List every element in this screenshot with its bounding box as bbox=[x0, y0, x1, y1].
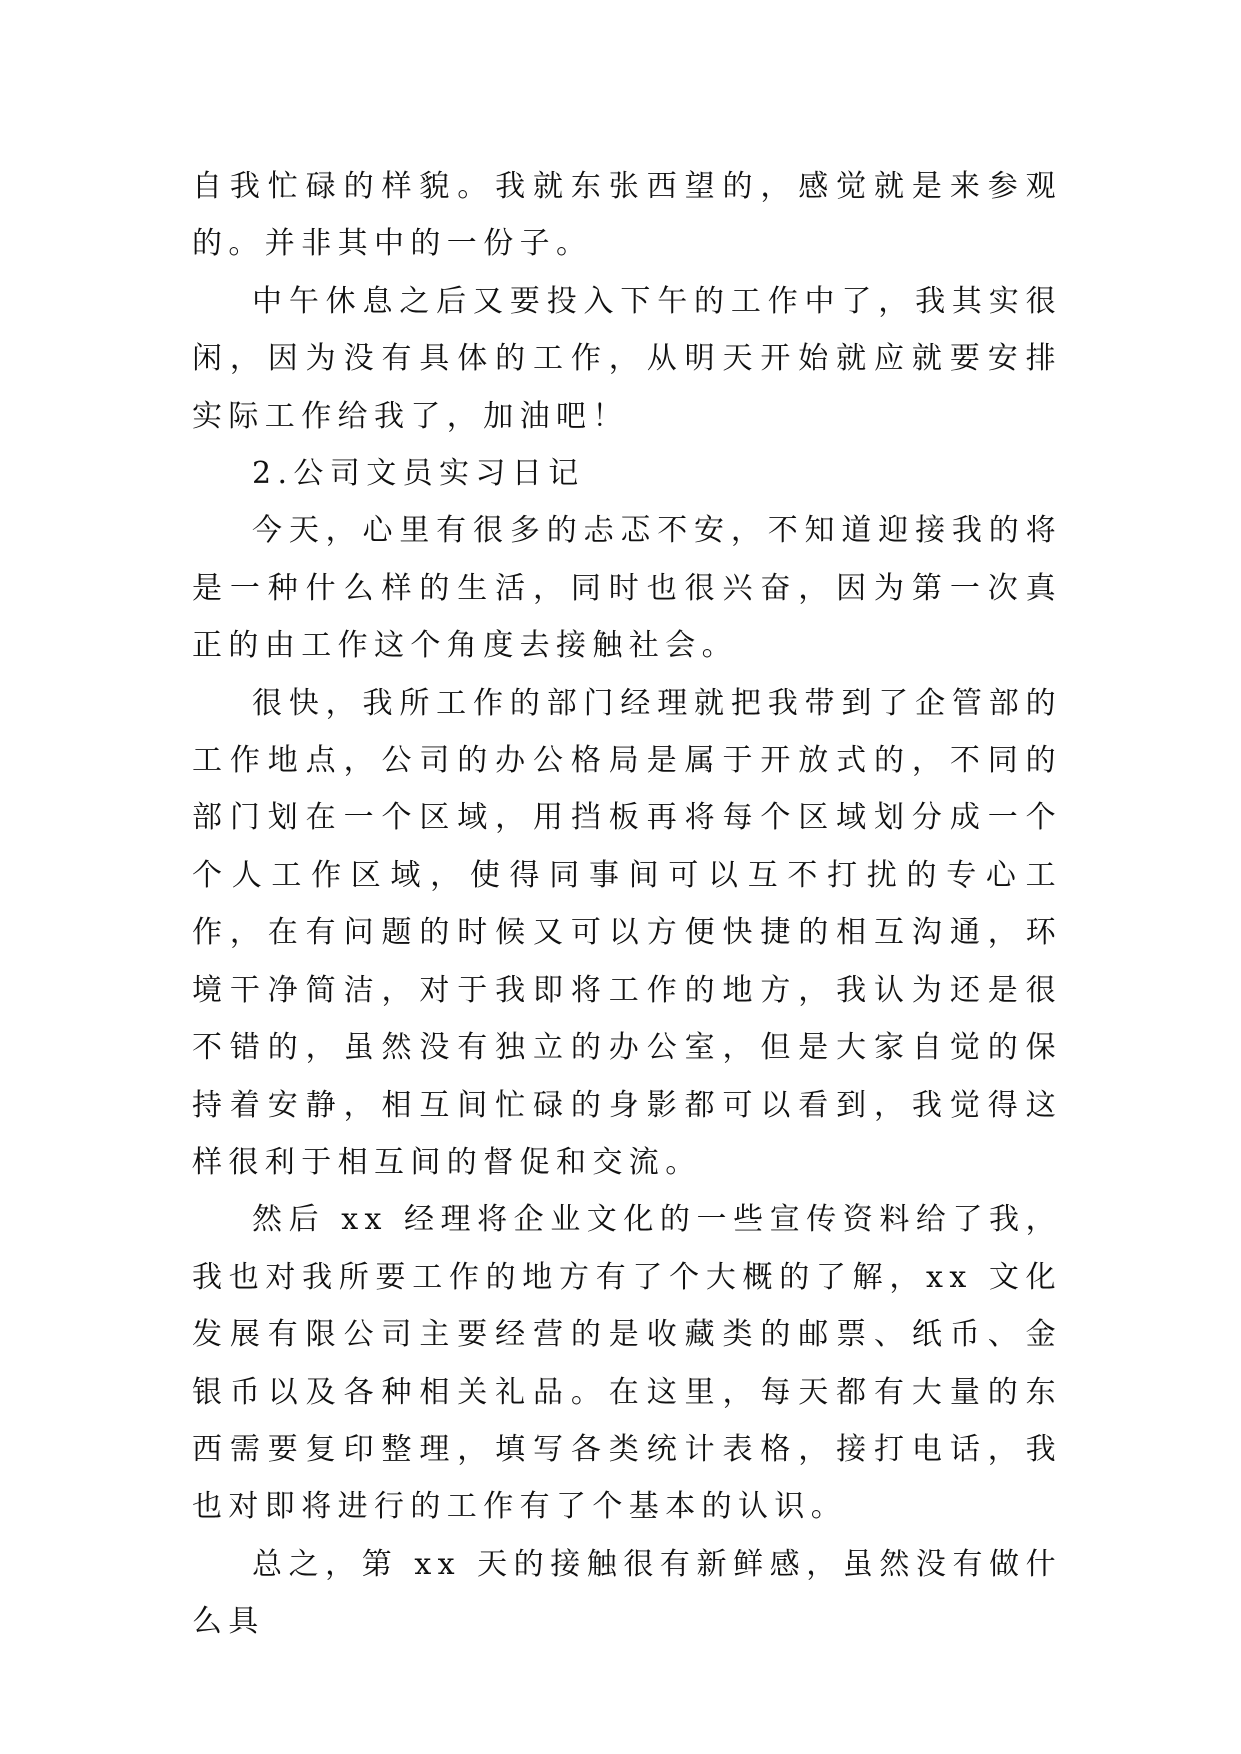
section-heading: 2.公司文员实习日记 bbox=[252, 456, 585, 492]
document-body bbox=[192, 158, 1062, 1651]
paragraph-continuation: 自我忙碌的样貌。我就东张西望的，感觉就是来参观的。并非其中的一份子。 bbox=[192, 169, 1062, 262]
paragraph-summary: 总之，第 xx 天的接触很有新鲜感，虽然没有做什么具 bbox=[192, 1546, 1062, 1640]
paragraph-afternoon: 中午休息之后又要投入下午的工作中了，我其实很闲，因为没有具体的工作，从明天开始就应就要安排实际工作给我了，加油吧！ bbox=[192, 283, 1062, 434]
paragraph-today: 今天，心里有很多的忐忑不安，不知道迎接我的将是一种什么样的生活，同时也很兴奋，因为第一次真正的由工作这个角度去接触社会。 bbox=[192, 513, 1062, 664]
paragraph-company: 然后 xx 经理将企业文化的一些宣传资料给了我，我也对我所要工作的地方有了个大概的了解，xx 文化发展有限公司主要经营的是收藏类的邮票、纸币、金银币以及各种相关礼品。在这里，每天都有大量的东西需要复印整理，填写各类统计表格，接打电话，我也对即将进行的工作有了个基本的认识。 bbox=[192, 1202, 1062, 1525]
paragraph-office: 很快，我所工作的部门经理就把我带到了企管部的工作地点，公司的办公格局是属于开放式的，不同的部门划在一个区域，用挡板再将每个区域划分成一个个人工作区域，使得同事间可以互不打扰的专心工作，在有问题的时候又可以方便快捷的相互沟通，环境干净简洁，对于我即将工作的地方，我认为还是很不错的，虽然没有独立的办公室，但是大家自觉的保持着安静，相互间忙碌的身影都可以看到，我觉得这样很利于相互间的督促和交流。 bbox=[192, 685, 1062, 1180]
